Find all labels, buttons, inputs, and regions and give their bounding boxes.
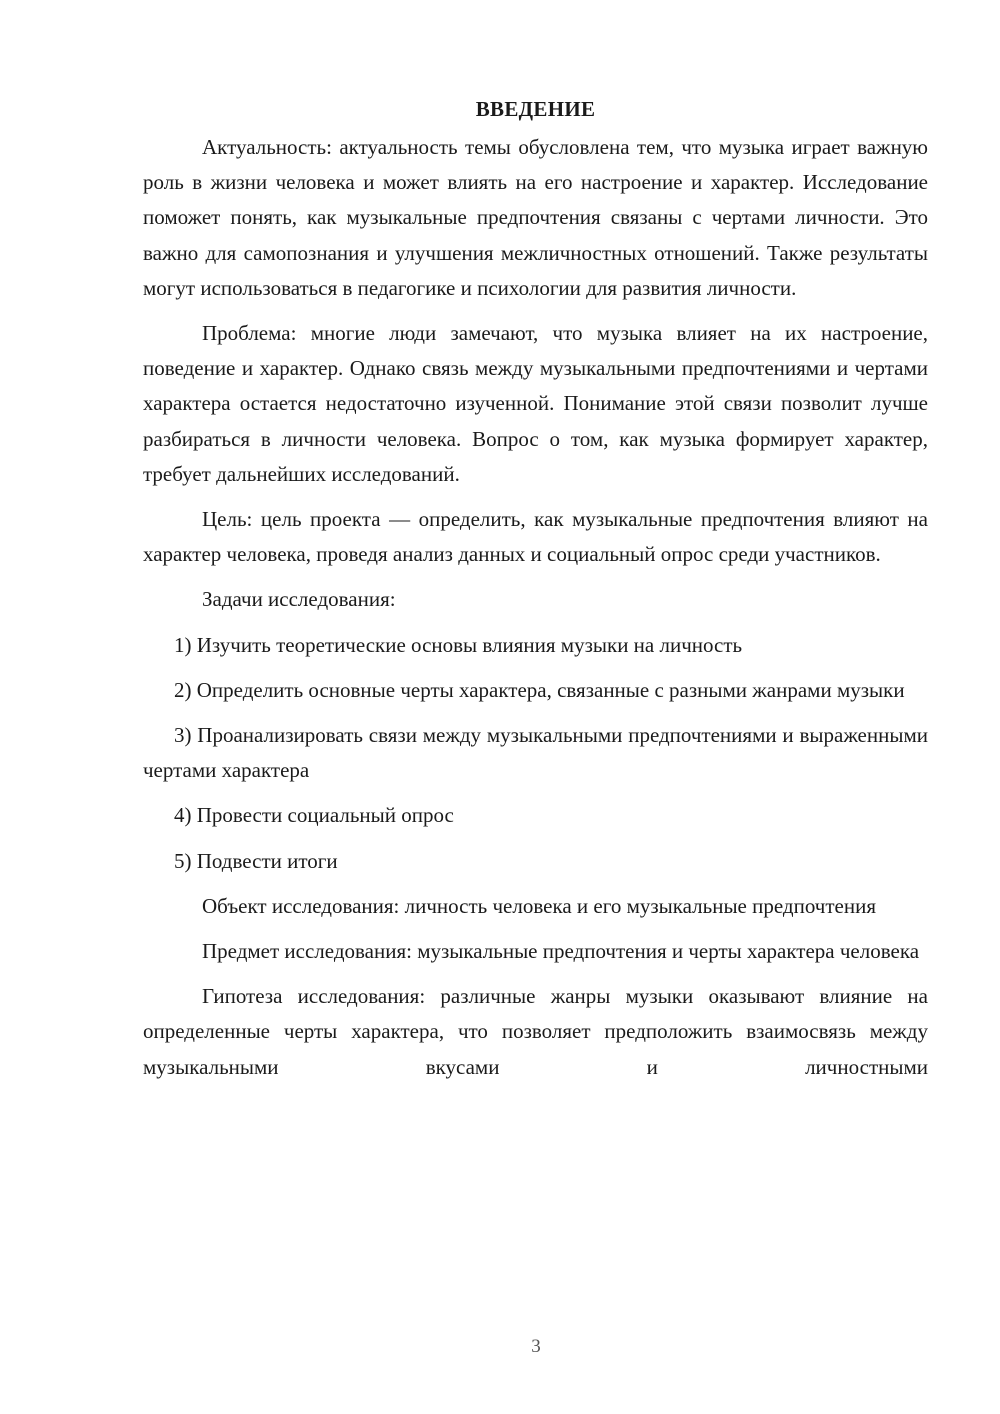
task-item-1: 1) Изучить теоретические основы влияния музыки на личность bbox=[174, 632, 743, 657]
task-item-3: 3) Проанализировать связи между музыкальными предпочтениями и выраженными чертами характера bbox=[143, 723, 928, 783]
paragraph-goal: Цель: цель проекта — определить, как музыкальные предпочтения влияют на характер человека, проведя анализ данных и социальный опрос среди участников. bbox=[143, 507, 928, 567]
section-heading: ВВЕДЕНИЕ bbox=[475, 97, 596, 121]
page-content bbox=[143, 92, 928, 1095]
task-item-4: 4) Провести социальный опрос bbox=[174, 803, 454, 828]
paragraph-object: Объект исследования: личность человека и его музыкальные предпочтения bbox=[202, 893, 876, 918]
paragraph-subject: Предмет исследования: музыкальные предпочтения и черты характера человека bbox=[202, 939, 920, 964]
paragraph-problem: Проблема: многие люди замечают, что музыка влияет на их настроение, поведение и характер. Однако связь между музыкальными предпочтениями и чертами характера остается недостаточно изученной. Понимание этой связи позволит лучше разбираться в личности человека. Вопрос о том, как музыка формирует характер, требует дальнейших исследований. bbox=[143, 321, 928, 486]
task-item-5: 5) Подвести итоги bbox=[174, 848, 338, 873]
paragraph-relevance: Актуальность: актуальность темы обусловлена тем, что музыка играет важную роль в жизни человека и может влиять на его настроение и характер. Исследование поможет понять, как музыкальные предпочтения связаны с чертами личности. Это важно для самопознания и улучшения межличностных отношений. Также результаты могут использоваться в педагогике и психологии для развития личности. bbox=[143, 135, 928, 300]
paragraph-tasks-title: Задачи исследования: bbox=[202, 587, 396, 612]
page-number: 3 bbox=[531, 1336, 541, 1357]
task-item-2: 2) Определить основные черты характера, связанные с разными жанрами музыки bbox=[174, 677, 905, 702]
paragraph-hypothesis: Гипотеза исследования: различные жанры музыки оказывают влияние на определенные черты характера, что позволяет предположить взаимосвязь между музыкальными вкусами и личностными bbox=[143, 984, 928, 1079]
